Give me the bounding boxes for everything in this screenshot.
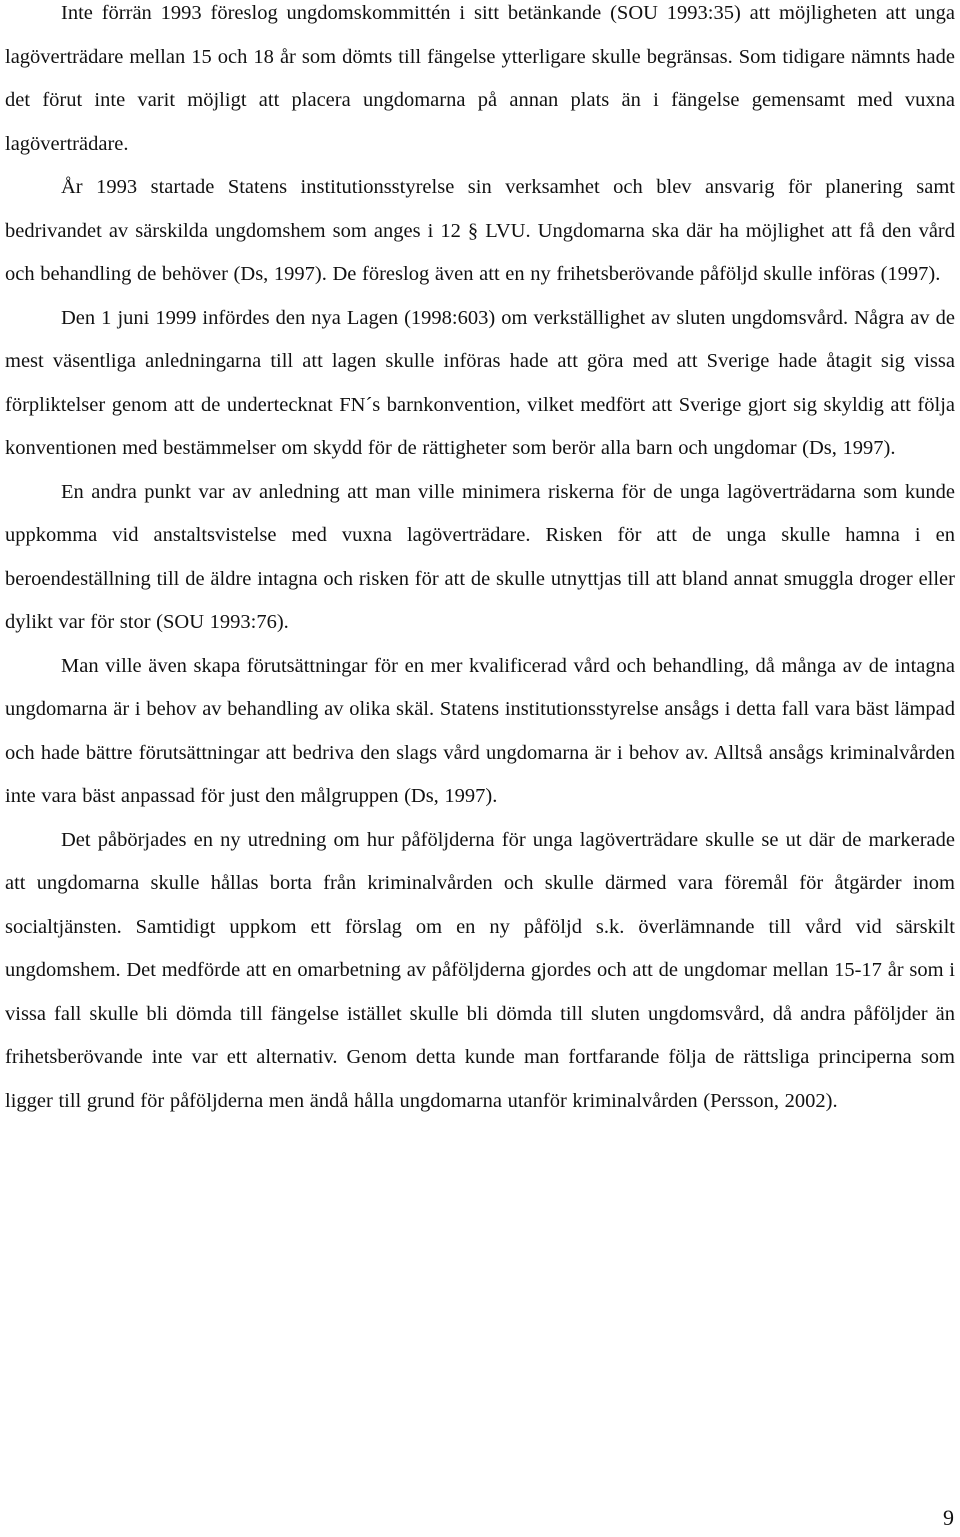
paragraph-minimize-risks: En andra punkt var av anledning att man ville minimera riskerna för de unga lagöverträdarna som kunde uppkomma vid anstaltsvistelse med vuxna lagöverträdare. Risken för att de unga skulle hamna i en beroendeställning till de äldre intagna och risken för att de skulle utnyttjas till att bland annat smuggla droger eller dylikt var för stor (SOU 1993:76). bbox=[5, 480, 955, 633]
paragraph-youth-committee-1993: Inte förrän 1993 föreslog ungdomskommittén i sitt betänkande (SOU 1993:35) att möjligheten att unga lagöverträdare mellan 15 och 18 år som dömts till fängelse ytterligare skulle begränsas. Som tidigare nämnts hade det förut inte varit möjligt att placera ungdomarna på annan plats än i fängelse gemensamt med vuxna lagöverträdare. bbox=[5, 2, 955, 155]
paragraph-qualified-care: Man ville även skapa förutsättningar för en mer kvalificerad vård och behandling, då många av de intagna ungdomarna är i behov av behandling av olika skäl. Statens institutionsstyrelse ansågs i detta fall vara bäst lämpad och hade bättre förutsättningar att bedriva den slags vård ungdomarna är i behov av. Alltså ansågs kriminalvården inte vara bäst anpassad för just den målgruppen (Ds, 1997). bbox=[5, 654, 955, 807]
paragraph-statens-institutionsstyrelse: År 1993 startade Statens institutionsstyrelse sin verksamhet och blev ansvarig för planering samt bedrivandet av särskilda ungdomshem som anges i 12 § LVU. Ungdomarna ska där ha möjlighet att få den vård och behandling de behöver (Ds, 1997). De föreslog även att en ny frihetsberövande påföljd skulle införas (1997). bbox=[5, 176, 955, 285]
document-body bbox=[5, 0, 955, 1123]
paragraph-new-investigation: Det påbörjades en ny utredning om hur påföljderna för unga lagöverträdare skulle se ut där de markerade att ungdomarna skulle hållas borta från kriminalvården och skulle därmed vara föremål för åtgärder inom socialtjänsten. Samtidigt uppkom ett förslag om en ny påföljd s.k. överlämnande till vård vid särskilt ungdomshem. Det medförde att en omarbetning av påföljderna gjordes och att de ungdomar mellan 15-17 år som i vissa fall skulle bli dömda till fängelse istället skulle bli dömda till sluten ungdomsvård, då andra påföljder än frihetsberövande inte var ett alternativ. Genom detta kunde man fortfarande följa de rättsliga principerna som ligger till grund för påföljderna men ändå hålla ungdomarna utanför kriminalvården (Persson, 2002). bbox=[5, 828, 955, 1112]
page-number: 9 bbox=[943, 1505, 954, 1530]
paragraph-sluten-ungdomsvard-law: Den 1 juni 1999 infördes den nya Lagen (1998:603) om verkställighet av sluten ungdomsvård. Några av de mest väsentliga anledningarna till att lagen skulle införas hade att göra med att Sverige hade åtagit sig vissa förpliktelser genom att de undertecknat FN´s barnkonvention, vilket medfört att Sverige gjort sig skyldig att följa konventionen med bestämmelser om skydd för de rättigheter som berör alla barn och ungdomar (Ds, 1997). bbox=[5, 306, 955, 459]
